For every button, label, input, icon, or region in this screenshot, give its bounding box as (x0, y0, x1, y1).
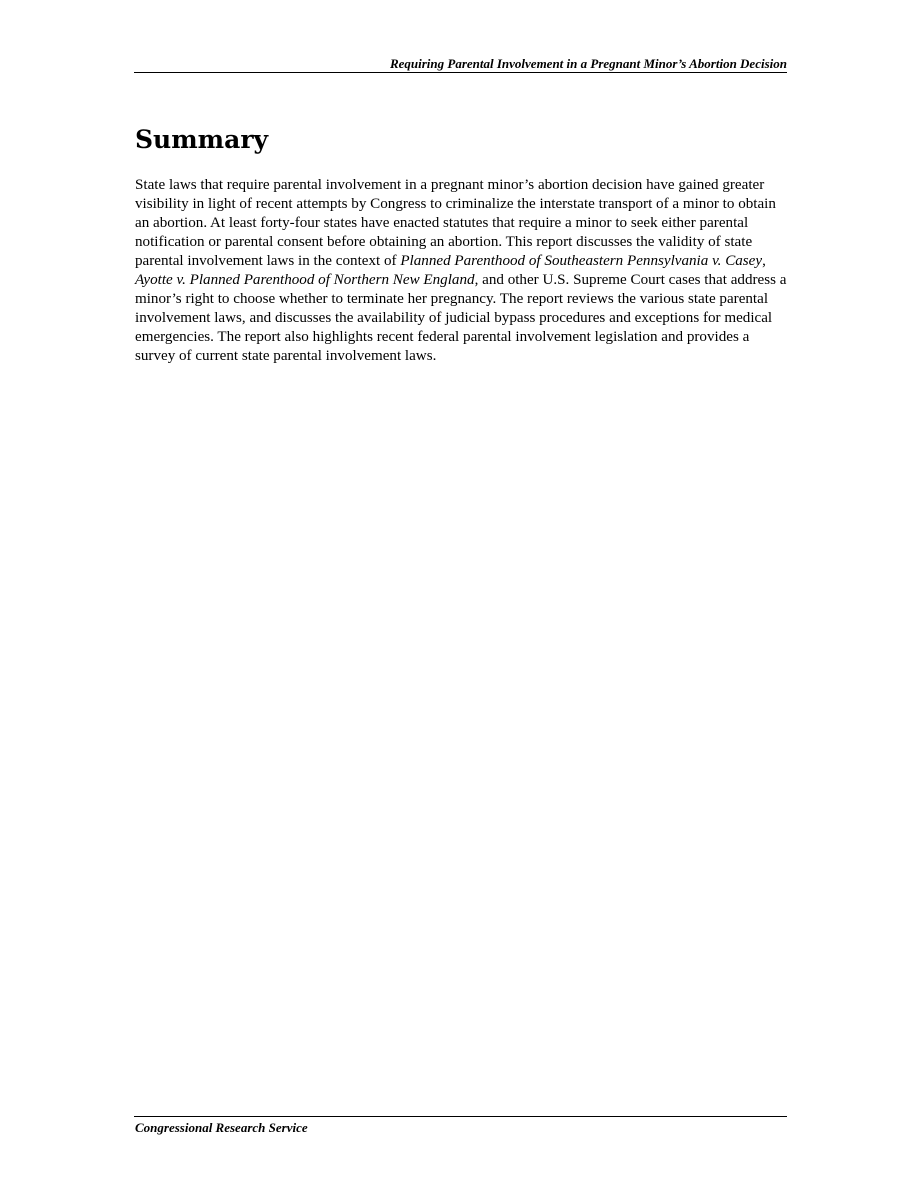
running-header-title: Requiring Parental Involvement in a Pregnant Minor’s Abortion Decision (389, 56, 787, 71)
section-heading: Summary (135, 125, 269, 154)
header-rule (134, 72, 787, 73)
running-footer-publisher: Congressional Research Service (135, 1120, 308, 1135)
summary-paragraph (135, 176, 790, 366)
citation-separator: , (762, 253, 766, 269)
footer-rule (134, 1116, 787, 1117)
case-citation-ayotte: Ayotte v. Planned Parenthood of Northern New England (135, 272, 475, 288)
summary-text-part1: State laws that require parental involvement in a pregnant minor’s abortion decision have gained greater visibility in light of recent attempts by Congress to criminalize the interstate transport of a minor to obtain an abortion. At least forty-four states have enacted statutes that require a minor to seek either parental notification or parental consent before obtaining an abortion. This report discusses the validity of state parental involvement laws in the context of (135, 177, 776, 269)
case-citation-casey: Planned Parenthood of Southeastern Pennsylvania v. Casey (400, 253, 763, 269)
summary-text-part2: , and other U.S. Supreme Court cases that address a minor’s right to choose whether to terminate her pregnancy. The report reviews the various state parental involvement laws, and discusses the availability of judicial bypass procedures and exceptions for medical emergencies. The report also highlights recent federal parental involvement legislation and provides a survey of current state parental involvement laws. (135, 272, 787, 364)
